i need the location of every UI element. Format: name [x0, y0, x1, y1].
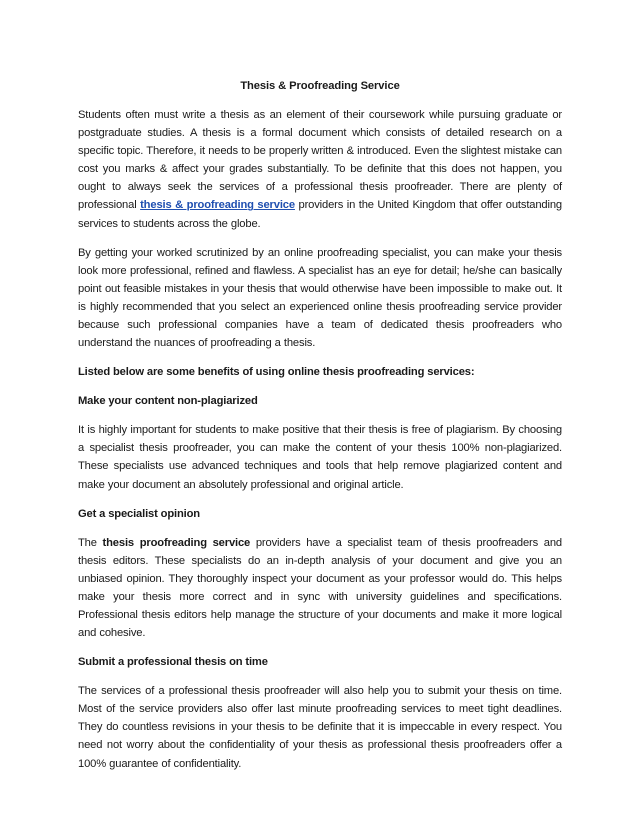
section-body-on-time: The services of a professional thesis proofreader will also help you to submit your thesis on time. Most of the service providers also offer last minute proofreading services to meet tight deadlines. They do countless revisions in your thesis to be definite that it is impeccable in every respect. You need not worry about the confidentiality of your thesis as professional thesis proofreaders offer a 100% guarantee of confidentiality.	[78, 685, 562, 770]
section-body-specialist-opinion	[78, 534, 562, 643]
specialist-bold-phrase: thesis proofreading service	[102, 536, 251, 549]
intro-text-1: Students often must write a thesis as an element of their coursework while pursuing graduate or postgraduate studies. A thesis is a formal document which consists of detailed research on a specific topic. Therefore, it needs to be properly written & introduced. Even the slightest mistake can cost you marks & affect your grades substantially. To be definite that this does not happen, you ought to always seek the services of a professional thesis proofreader. There are plenty of professional	[78, 109, 562, 212]
section-body-non-plagiarized: It is highly important for students to make positive that their thesis is free of plagiarism. By choosing a specialist thesis proofreader, you can make the content of your thesis 100% non-plagiarized. These specialists use advanced techniques and tools that help remove plagiarized content and make your document an absolutely professional and original article.	[78, 424, 562, 491]
benefits-heading: Listed below are some benefits of using online thesis proofreading services:	[78, 366, 475, 379]
intro-text-2: providers in the United Kingdom that offer outstanding services to students across the globe.	[78, 199, 562, 230]
thesis-proofreading-link[interactable]: thesis & proofreading service	[140, 199, 295, 212]
specialist-text-prefix: The	[78, 536, 103, 549]
section-heading-specialist-opinion: Get a specialist opinion	[78, 507, 200, 520]
document-title: Thesis & Proofreading Service	[240, 80, 400, 92]
section-heading-non-plagiarized: Make your content non-plagiarized	[78, 395, 258, 408]
document-body	[78, 77, 562, 784]
scrutiny-paragraph: By getting your worked scrutinized by an online proofreading specialist, you can make your thesis look more professional, refined and flawless. A specialist has an eye for detail; he/she can basically point out feasible mistakes in your thesis that would otherwise have been impossible to make out. It is highly recommended that you select an experienced online thesis proofreading service provider because such professional companies have a team of dedicated thesis proofreaders who understand the nuances of proofreading a thesis.	[78, 246, 562, 350]
specialist-text-rest: providers have a specialist team of thesis proofreaders and thesis editors. These specialists do an in-depth analysis of your document and give you an unbiased opinion. They thoroughly inspect your document as your professor would do. This helps make your thesis more correct and in sync with university guidelines and specifications. Professional thesis editors help manage the structure of your documents and make it more logical and cohesive.	[78, 536, 562, 640]
section-heading-on-time: Submit a professional thesis on time	[78, 656, 268, 669]
intro-paragraph	[78, 106, 562, 233]
